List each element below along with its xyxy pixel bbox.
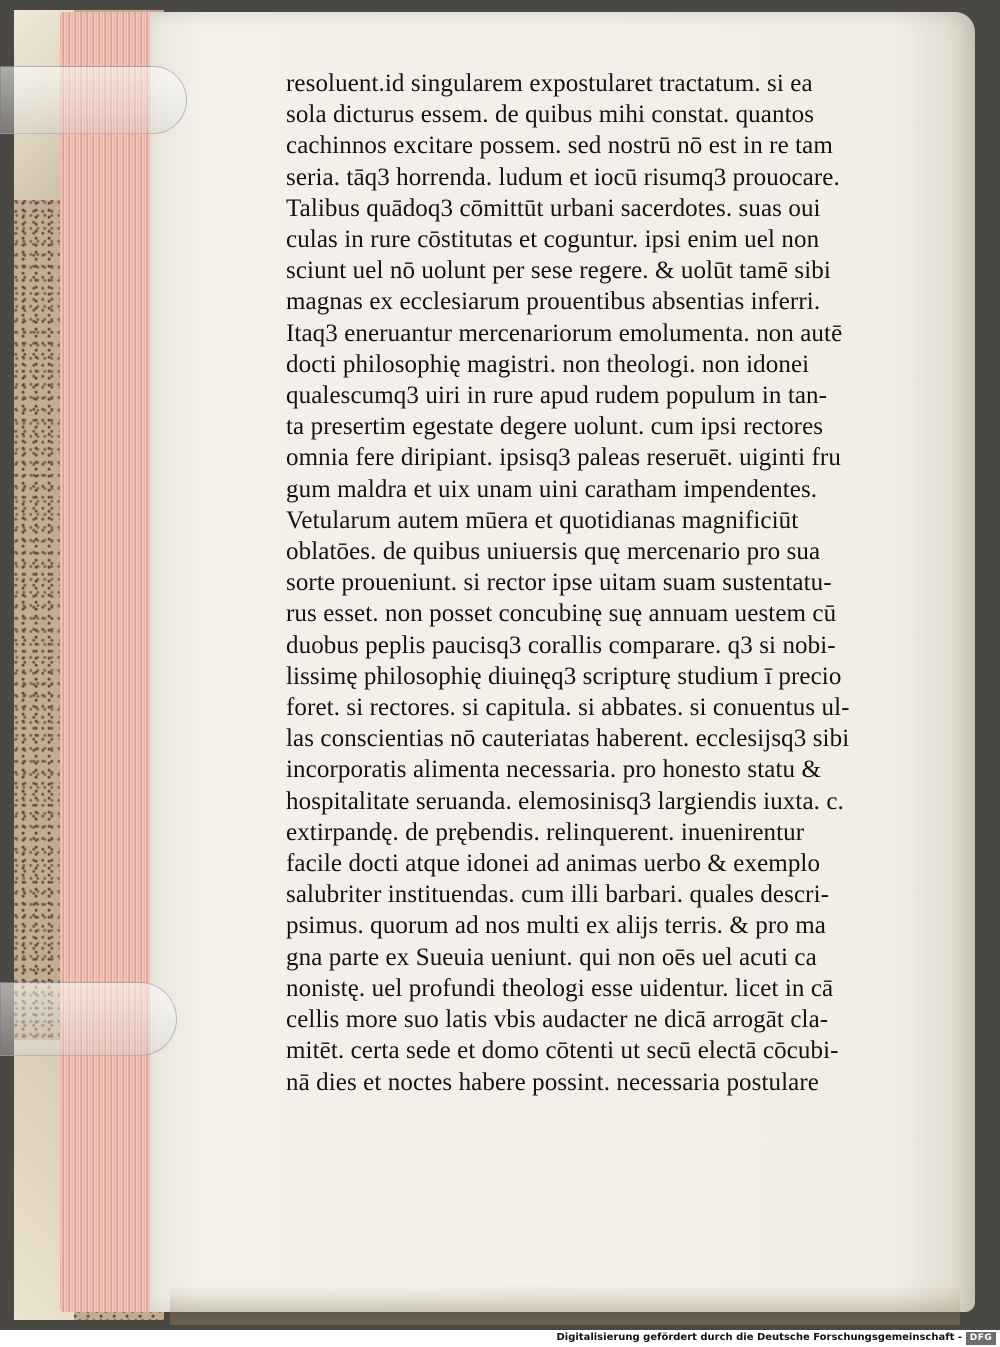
text-line: oblatōes. de quibus uniuersis quę mercenario pro sua [286,538,821,566]
text-line: docti philosophię magistri. non theologi. non idonei [286,350,810,378]
text-line: hospitalitate seruanda. elemosinisq3 largiendis iuxta. c. [286,787,844,815]
page-bottom-stain [170,1285,960,1325]
text-line: sola dicturus essem. de quibus mihi constat. quantos [286,101,815,129]
red-page-edges [60,12,160,1312]
text-line: Vetularum autem mūera et quotidianas magnificiūt [286,506,799,534]
page-clamp-top [0,66,187,134]
text-line: lissimę philosophię diuinęq3 scripturę studium ī precio [286,662,842,690]
page-text-block [286,68,936,1098]
text-line: sciunt uel nō uolunt per sese regere. & uolūt tamē sibi [286,257,831,285]
text-line: gna parte ex Sueuia ueniunt. qui non oēs uel acuti ca [286,943,817,971]
text-line: seria. tāq3 horrenda. ludum et iocū risumq3 prouocare. [286,163,840,191]
text-line: mitēt. certa sede et domo cōtenti ut secū electā cōcubi- [286,1037,839,1065]
text-line: cachinnos excitare possem. sed nostrū nō est in re tam [286,132,833,160]
digitization-footer [0,1331,1000,1347]
text-line: resoluent.id singularem expostularet tractatum. si ea [286,70,813,97]
text-line: ta presertim egestate degere uolunt. cum ipsi rectores [286,413,824,441]
text-line: magnas ex ecclesiarum prouentibus absentias inferri. [286,288,821,316]
page-clamp-bottom [0,982,177,1056]
text-line: facile docti atque idonei ad animas uerbo & exemplo [286,850,821,878]
text-line: psimus. quorum ad nos multi ex alijs terris. & pro ma [286,912,826,940]
text-line: Itaq3 eneruantur mercenariorum emolumenta. non autē [286,319,843,347]
text-line: nonistę. uel profundi theologi esse uidentur. licet in cā [286,974,834,1002]
text-line: extirpandę. de prębendis. relinquerent. inuenirentur [286,818,805,846]
text-line: salubriter instituendas. cum illi barbari. quales descri- [286,881,830,909]
dfg-logo: DFG [966,1332,996,1345]
text-line: culas in rure cōstitutas et coguntur. ipsi enim uel non [286,226,820,254]
text-line: cellis more suo latis vbis audacter ne dicā arrogāt cla- [286,1006,829,1034]
text-line: incorporatis alimenta necessaria. pro honesto statu & [286,756,821,784]
text-line: rus esset. non posset concubinę suę annuam uestem cū [286,600,837,628]
text-line: duobus peplis paucisq3 corallis comparare. q3 si nobi- [286,631,836,659]
text-line: qualescumq3 uiri in rure apud rudem populum in tan- [286,382,828,410]
text-line: las conscientias nō cauteriatas haberent. ecclesijsq3 sibi [286,725,850,753]
text-line: Talibus quādoq3 cōmittūt urbani sacerdotes. suas oui [286,194,821,222]
text-line: omnia fere diripiant. ipsisq3 paleas reseruēt. uiginti fru [286,444,841,472]
text-line: gum maldra et uix unam uini caratham impendentes. [286,475,818,503]
text-line: foret. si rectores. si capitula. si abbates. si conuentus ul- [286,694,850,722]
funding-credit: Digitalisierung gefördert durch die Deutsche Forschungsgemeinschaft - [556,1332,962,1343]
text-line: nā dies et noctes habere possint. necessaria postulare [286,1068,819,1096]
text-line: sorte proueniunt. si rector ipse uitam suam sustentatu- [286,569,832,597]
